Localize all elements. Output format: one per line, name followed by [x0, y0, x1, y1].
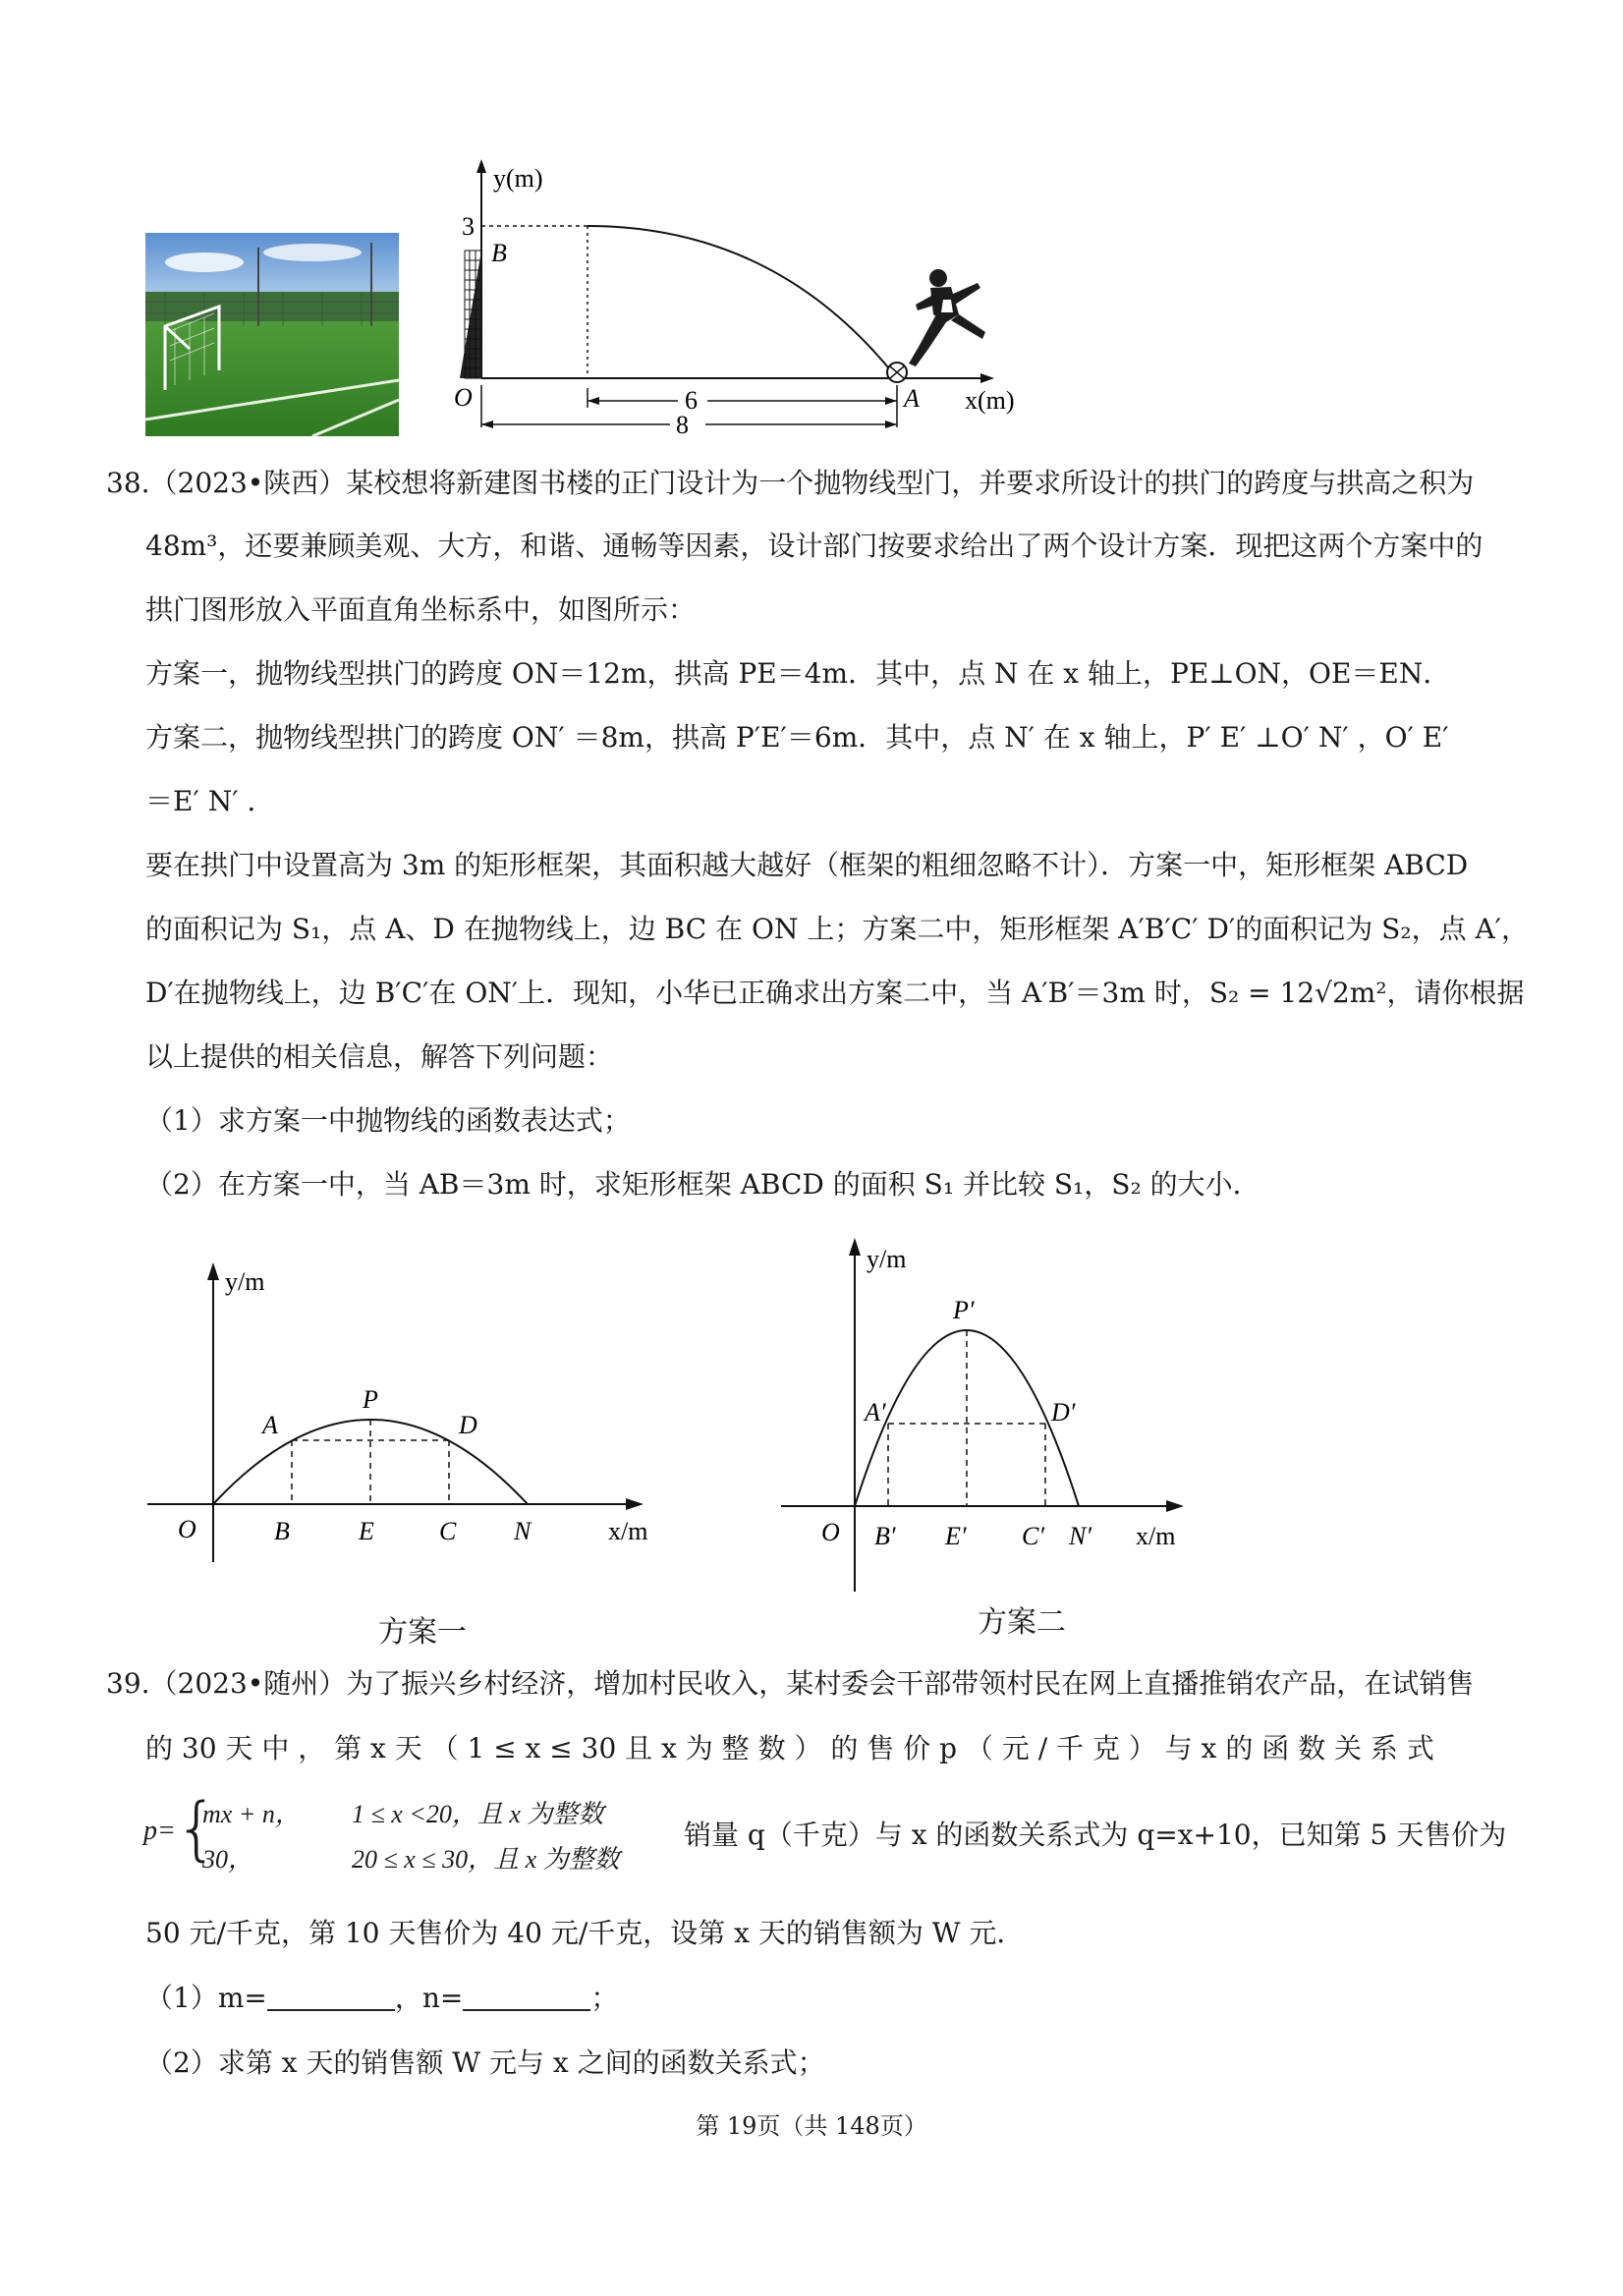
- soccer-player-icon: [909, 269, 985, 366]
- origin-label: O: [454, 383, 473, 412]
- origin-label: O: [178, 1515, 196, 1543]
- q38-line-3: 拱门图形放入平面直角坐标系中，如图所示：: [145, 593, 697, 626]
- point-c-prime-label: C′: [1022, 1522, 1045, 1550]
- case-1-expression: mx + n，: [202, 1800, 301, 1828]
- point-n-label: N: [514, 1517, 532, 1545]
- brace-symbol: {: [175, 1788, 219, 1869]
- point-p-label: P: [363, 1385, 378, 1414]
- point-d-label: D: [459, 1411, 477, 1439]
- point-n-prime-label: N′: [1069, 1522, 1092, 1550]
- dimension-8-label: 8: [676, 411, 689, 439]
- point-b-label: B: [491, 239, 507, 267]
- plan-one-figure: [142, 1253, 693, 1577]
- case-2-expression: 30，: [202, 1845, 254, 1874]
- q38-line-7: 要在拱门中设置高为 3m 的矩形框架，其面积越大越好（框架的粗细忽略不计）．方案一中，矩形框架 ABCD: [145, 849, 1469, 881]
- y-axis-label: y/m: [225, 1267, 265, 1296]
- plan-two-figure: [776, 1228, 1208, 1601]
- q38-line-8: 的面积记为 S₁，点 A、D 在抛物线上，边 BC 在 ON 上；方案二中，矩形框架 A′B′C′ D′的面积记为 S₂，点 A′，: [145, 913, 1530, 945]
- point-b-label: B: [274, 1517, 290, 1545]
- y-axis-label: y/m: [867, 1245, 907, 1273]
- point-c-label: C: [439, 1517, 457, 1545]
- point-b-prime-label: B′: [874, 1522, 896, 1550]
- x-axis-label: x(m): [965, 386, 1015, 415]
- plan-two-caption: 方案二: [978, 1605, 1066, 1640]
- q39-line-4: 50 元/千克，第 10 天售价为 40 元/千克，设第 x 天的销售额为 W 元．: [145, 1917, 1025, 1949]
- point-a-label: A: [262, 1411, 278, 1439]
- part-1-end: ；: [590, 1982, 619, 2014]
- goal-net: [460, 251, 481, 378]
- plan-one-caption: 方案一: [378, 1615, 467, 1650]
- q38-line-6: ＝E′ N′ ．: [145, 785, 275, 817]
- point-e-prime-label: E′: [945, 1522, 967, 1550]
- point-a-prime-label: A′: [865, 1398, 886, 1427]
- q39-line-3-tail: 销量 q（千克）与 x 的函数关系式为 q=x+10，已知第 5 天售价为: [684, 1819, 1507, 1851]
- q38-line-10: 以上提供的相关信息，解答下列问题：: [145, 1040, 614, 1073]
- soccer-goal-photo: [145, 233, 399, 436]
- q38-line-2: 48m³，还要兼顾美观、大方，和谐、通畅等因素，设计部门按要求给出了两个设计方案．现把这两个方案中的: [145, 530, 1483, 562]
- point-p-prime-label: P′: [953, 1296, 975, 1324]
- m-answer-blank[interactable]: [267, 1984, 395, 2011]
- point-a-label: A: [904, 384, 920, 413]
- kick-trajectory-figure: [413, 157, 1041, 447]
- q39-piecewise-function: [143, 1790, 694, 1878]
- y-axis-label: y(m): [493, 164, 543, 193]
- case-1-condition: 1 ≤ x <20，且 x 为整数: [352, 1800, 604, 1828]
- q38-line-5: 方案二，抛物线型拱门的跨度 ON′ ＝8m，拱高 P′E′＝6m．其中，点 N′ 在 x 轴上，P′ E′ ⊥O′ N′ ，O′ E′: [145, 721, 1449, 754]
- q38-line-1: 38.（2023•陕西）某校想将新建图书楼的正门设计为一个抛物线型门，并要求所设计的拱门的跨度与拱高之积为: [106, 467, 1475, 499]
- q38-part-2: （2）在方案一中，当 AB＝3m 时，求矩形框架 ABCD 的面积 S₁ 并比较 S₁，S₂ 的大小．: [145, 1168, 1260, 1201]
- part-1-n-label: ，n=: [394, 1982, 464, 2014]
- q38-part-1: （1）求方案一中抛物线的函数表达式；: [145, 1104, 631, 1137]
- part-1-m-label: （1）m=: [145, 1982, 267, 2014]
- q39-line-1: 39.（2023•随州）为了振兴乡村经济，增加村民收入，某村委会干部带领村民在网上直播推销农产品，在试销售: [106, 1667, 1475, 1700]
- tick-3-label: 3: [462, 212, 475, 241]
- x-axis-label: x/m: [1136, 1522, 1176, 1550]
- point-e-label: E: [359, 1517, 374, 1545]
- q38-line-4: 方案一，抛物线型拱门的跨度 ON＝12m，拱高 PE＝4m．其中，点 N 在 x 轴上，PE⊥ON，OE＝EN．: [145, 657, 1451, 690]
- q39-part-2: （2）求第 x 天的销售额 W 元与 x 之间的函数关系式；: [145, 2046, 825, 2079]
- p-prefix: p=: [143, 1816, 176, 1846]
- q39-part-1: [145, 1979, 618, 2018]
- point-d-prime-label: D′: [1051, 1398, 1076, 1427]
- case-2-condition: 20 ≤ x ≤ 30，且 x 为整数: [352, 1845, 620, 1874]
- x-axis-label: x/m: [608, 1517, 648, 1545]
- origin-label: O: [821, 1518, 840, 1546]
- page-footer: 第 19页（共 148页）: [696, 2112, 927, 2140]
- q39-line-2: 的 30 天 中 ， 第 x 天 （ 1 ≤ x ≤ 30 且 x 为 整 数 ） 的 售 价 p （ 元 / 千 克 ） 与 x 的 函 数 关 系 式: [145, 1732, 1434, 1764]
- q38-line-9: D′在抛物线上，边 B′C′在 ON′上．现知，小华已正确求出方案二中，当 A′B′＝3m 时，S₂ = 12√2m²，请你根据: [145, 977, 1525, 1009]
- dimension-6-label: 6: [685, 386, 698, 415]
- n-answer-blank[interactable]: [463, 1984, 590, 2011]
